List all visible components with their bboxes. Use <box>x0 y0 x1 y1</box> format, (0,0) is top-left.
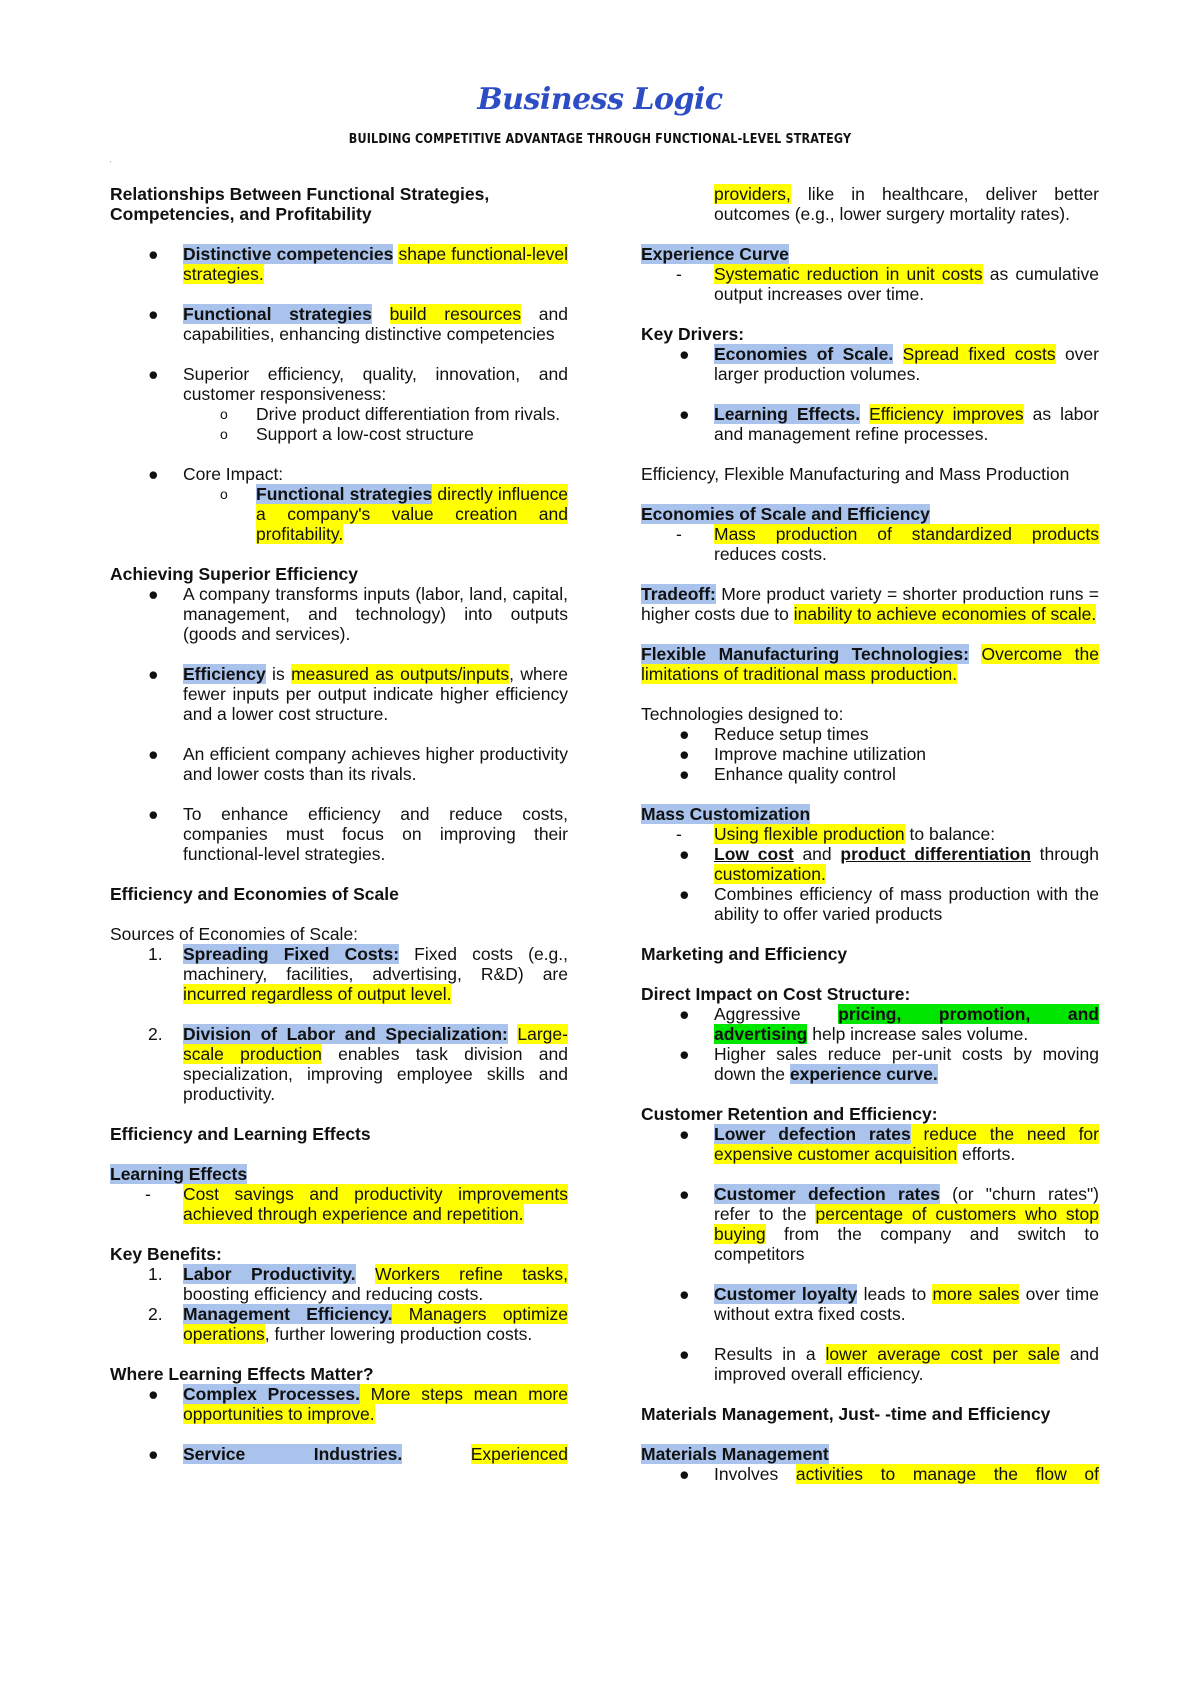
sub-list-item: o Support a low-cost structure <box>220 424 474 444</box>
list-item: ● Customer defection rates (or "churn rates") refer to the percentage of customers who stop buying from the company and switch to competitors <box>679 1184 1099 1264</box>
bullet-marker: ● <box>679 884 690 904</box>
paragraph: Technologies designed to: <box>641 704 844 724</box>
circle-marker: o <box>220 426 228 442</box>
bullet-marker: ● <box>148 1444 159 1464</box>
numbered-item: 2. Management Efficiency. Managers optimize operations, further lowering production costs. <box>148 1304 568 1344</box>
sub-list-item: o Drive product differentiation from rivals. <box>220 404 561 424</box>
bullet-marker: ● <box>148 1384 159 1404</box>
margin-mark: ' <box>110 160 112 169</box>
list-item: ● A company transforms inputs (labor, land, capital, management, and technology) into outputs (goods and services). <box>148 584 568 644</box>
left-column <box>110 184 568 1464</box>
section-heading: Key Drivers: <box>641 324 745 344</box>
list-item: ● Lower defection rates reduce the need for expensive customer acquisition efforts. <box>679 1124 1099 1164</box>
section-heading: Relationships Between Functional Strategies, Competencies, and Profitability <box>110 184 490 224</box>
bullet-marker: ● <box>148 584 159 604</box>
list-item: ● An efficient company achieves higher productivity and lower costs than its rivals. <box>148 744 568 784</box>
section-heading: Achieving Superior Efficiency <box>110 564 358 584</box>
bullet-marker: ● <box>148 744 159 764</box>
list-item: ● To enhance efficiency and reduce costs, companies must focus on improving their functional-level strategies. <box>148 804 568 864</box>
bullet-marker: ● <box>679 1124 690 1144</box>
sub-heading: Learning Effects <box>110 1164 248 1184</box>
list-item: ● Economies of Scale. Spread fixed costs over larger production volumes. <box>679 344 1099 384</box>
section-heading: Economies of Scale and Efficiency <box>641 504 930 524</box>
dash-marker: - <box>676 524 682 544</box>
numbered-item: 1. Spreading Fixed Costs: Fixed costs (e.g., machinery, facilities, advertising, R&D) are incurred regardless of output level. <box>148 944 568 1004</box>
bullet-marker: ● <box>679 344 690 364</box>
list-item: ● Low cost and product differentiation through customization. <box>679 844 1100 884</box>
bullet-marker: ● <box>148 464 159 484</box>
number-marker: 2. <box>148 1304 163 1324</box>
list-item: ● Efficiency is measured as outputs/inputs, where fewer inputs per output indicate higher efficiency and a lower cost structure. <box>148 664 568 724</box>
section-heading: Experience Curve <box>641 244 789 264</box>
section-heading: Materials Management, Just- -time and Efficiency <box>641 1404 1051 1424</box>
section-heading: Mass Customization <box>641 804 811 824</box>
list-item: ● Combines efficiency of mass production with the ability to offer varied products <box>679 884 1099 924</box>
number-marker: 2. <box>148 1024 163 1044</box>
continued-list-item: providers, like in healthcare, deliver better outcomes (e.g., lower surgery mortality rates). <box>714 184 1099 224</box>
list-item: ● Functional strategies build resources and capabilities, enhancing distinctive competencies <box>148 304 568 344</box>
section-heading: Efficiency and Learning Effects <box>110 1124 371 1144</box>
bullet-marker: ● <box>148 804 159 824</box>
bullet-marker: ● <box>679 844 690 864</box>
paragraph: Tradeoff: More product variety = shorter production runs = higher costs due to inability to achieve economies of scale. <box>641 584 1099 624</box>
list-item: ● Distinctive competencies shape functional-level strategies. <box>148 244 568 284</box>
numbered-item: 1. Labor Productivity. Workers refine tasks, boosting efficiency and reducing costs. <box>148 1264 568 1304</box>
number-marker: 1. <box>148 944 163 964</box>
bullet-marker: ● <box>148 244 159 264</box>
circle-marker: o <box>220 486 228 502</box>
list-item: ● Aggressive pricing, promotion, and advertising help increase sales volume. <box>679 1004 1099 1044</box>
document-title: Business Logic <box>477 82 723 117</box>
list-item: ● Learning Effects. Efficiency improves as labor and management refine processes. <box>679 404 1099 444</box>
section-heading: Direct Impact on Cost Structure: <box>641 984 911 1004</box>
list-item: ● Enhance quality control <box>679 764 896 784</box>
sub-heading: Key Benefits: <box>110 1244 222 1264</box>
bullet-marker: ● <box>679 1284 690 1304</box>
list-item: ● Higher sales reduce per-unit costs by moving down the experience curve. <box>679 1044 1099 1084</box>
bullet-marker: ● <box>148 664 159 684</box>
number-marker: 1. <box>148 1264 163 1284</box>
circle-marker: o <box>220 406 228 422</box>
list-item: ● Results in a lower average cost per sale and improved overall efficiency. <box>679 1344 1100 1384</box>
dash-item: - Cost savings and productivity improvements achieved through experience and repetition. <box>145 1184 568 1224</box>
list-item: ● Superior efficiency, quality, innovation, and customer responsiveness: <box>148 364 568 404</box>
paragraph: Flexible Manufacturing Technologies: Overcome the limitations of traditional mass production. <box>641 644 1100 684</box>
dash-marker: - <box>145 1184 151 1204</box>
bullet-marker: ● <box>148 304 159 324</box>
list-item: ● Involves activities to manage the flow of <box>679 1464 1100 1484</box>
dash-item: - Systematic reduction in unit costs as cumulative output increases over time. <box>676 264 1099 304</box>
list-item: ● Complex Processes. More steps mean more opportunities to improve. <box>148 1384 568 1424</box>
paragraph: Efficiency, Flexible Manufacturing and Mass Production <box>641 464 1070 484</box>
section-heading: Customer Retention and Efficiency: <box>641 1104 938 1124</box>
bullet-marker: ● <box>679 1184 690 1204</box>
right-column <box>641 184 1099 1484</box>
list-item: ● Service Industries. Experienced <box>148 1444 568 1464</box>
dash-marker: - <box>676 824 682 844</box>
paragraph: Sources of Economies of Scale: <box>110 924 359 944</box>
numbered-item: 2. Division of Labor and Specialization: Large-scale production enables task division and specialization, improving employee skills and productivity. <box>148 1024 568 1104</box>
dash-marker: - <box>676 264 682 284</box>
dash-item: - Mass production of standardized products reduces costs. <box>676 524 1099 564</box>
bullet-marker: ● <box>679 724 690 744</box>
bullet-marker: ● <box>679 764 690 784</box>
list-item: ● Improve machine utilization <box>679 744 927 764</box>
document-subtitle: BUILDING COMPETITIVE ADVANTAGE THROUGH FUNCTIONAL-LEVEL STRATEGY <box>348 132 852 147</box>
bullet-marker: ● <box>679 744 690 764</box>
section-heading: Where Learning Effects Matter? <box>110 1364 374 1384</box>
sub-list-item: o Functional strategies directly influence a company's value creation and profitability. <box>220 484 568 544</box>
bullet-marker: ● <box>679 1044 690 1064</box>
bullet-marker: ● <box>679 1004 690 1024</box>
bullet-marker: ● <box>679 404 690 424</box>
list-item: ● Core Impact: <box>148 464 284 484</box>
dash-item: - Using flexible production to balance: <box>676 824 996 844</box>
section-heading: Efficiency and Economies of Scale <box>110 884 399 904</box>
list-item: ● Reduce setup times <box>679 724 869 744</box>
section-heading: Materials Management <box>641 1444 829 1464</box>
section-heading: Marketing and Efficiency <box>641 944 848 964</box>
bullet-marker: ● <box>148 364 159 384</box>
list-item: ● Customer loyalty leads to more sales over time without extra fixed costs. <box>679 1284 1099 1324</box>
bullet-marker: ● <box>679 1464 690 1484</box>
bullet-marker: ● <box>679 1344 690 1364</box>
